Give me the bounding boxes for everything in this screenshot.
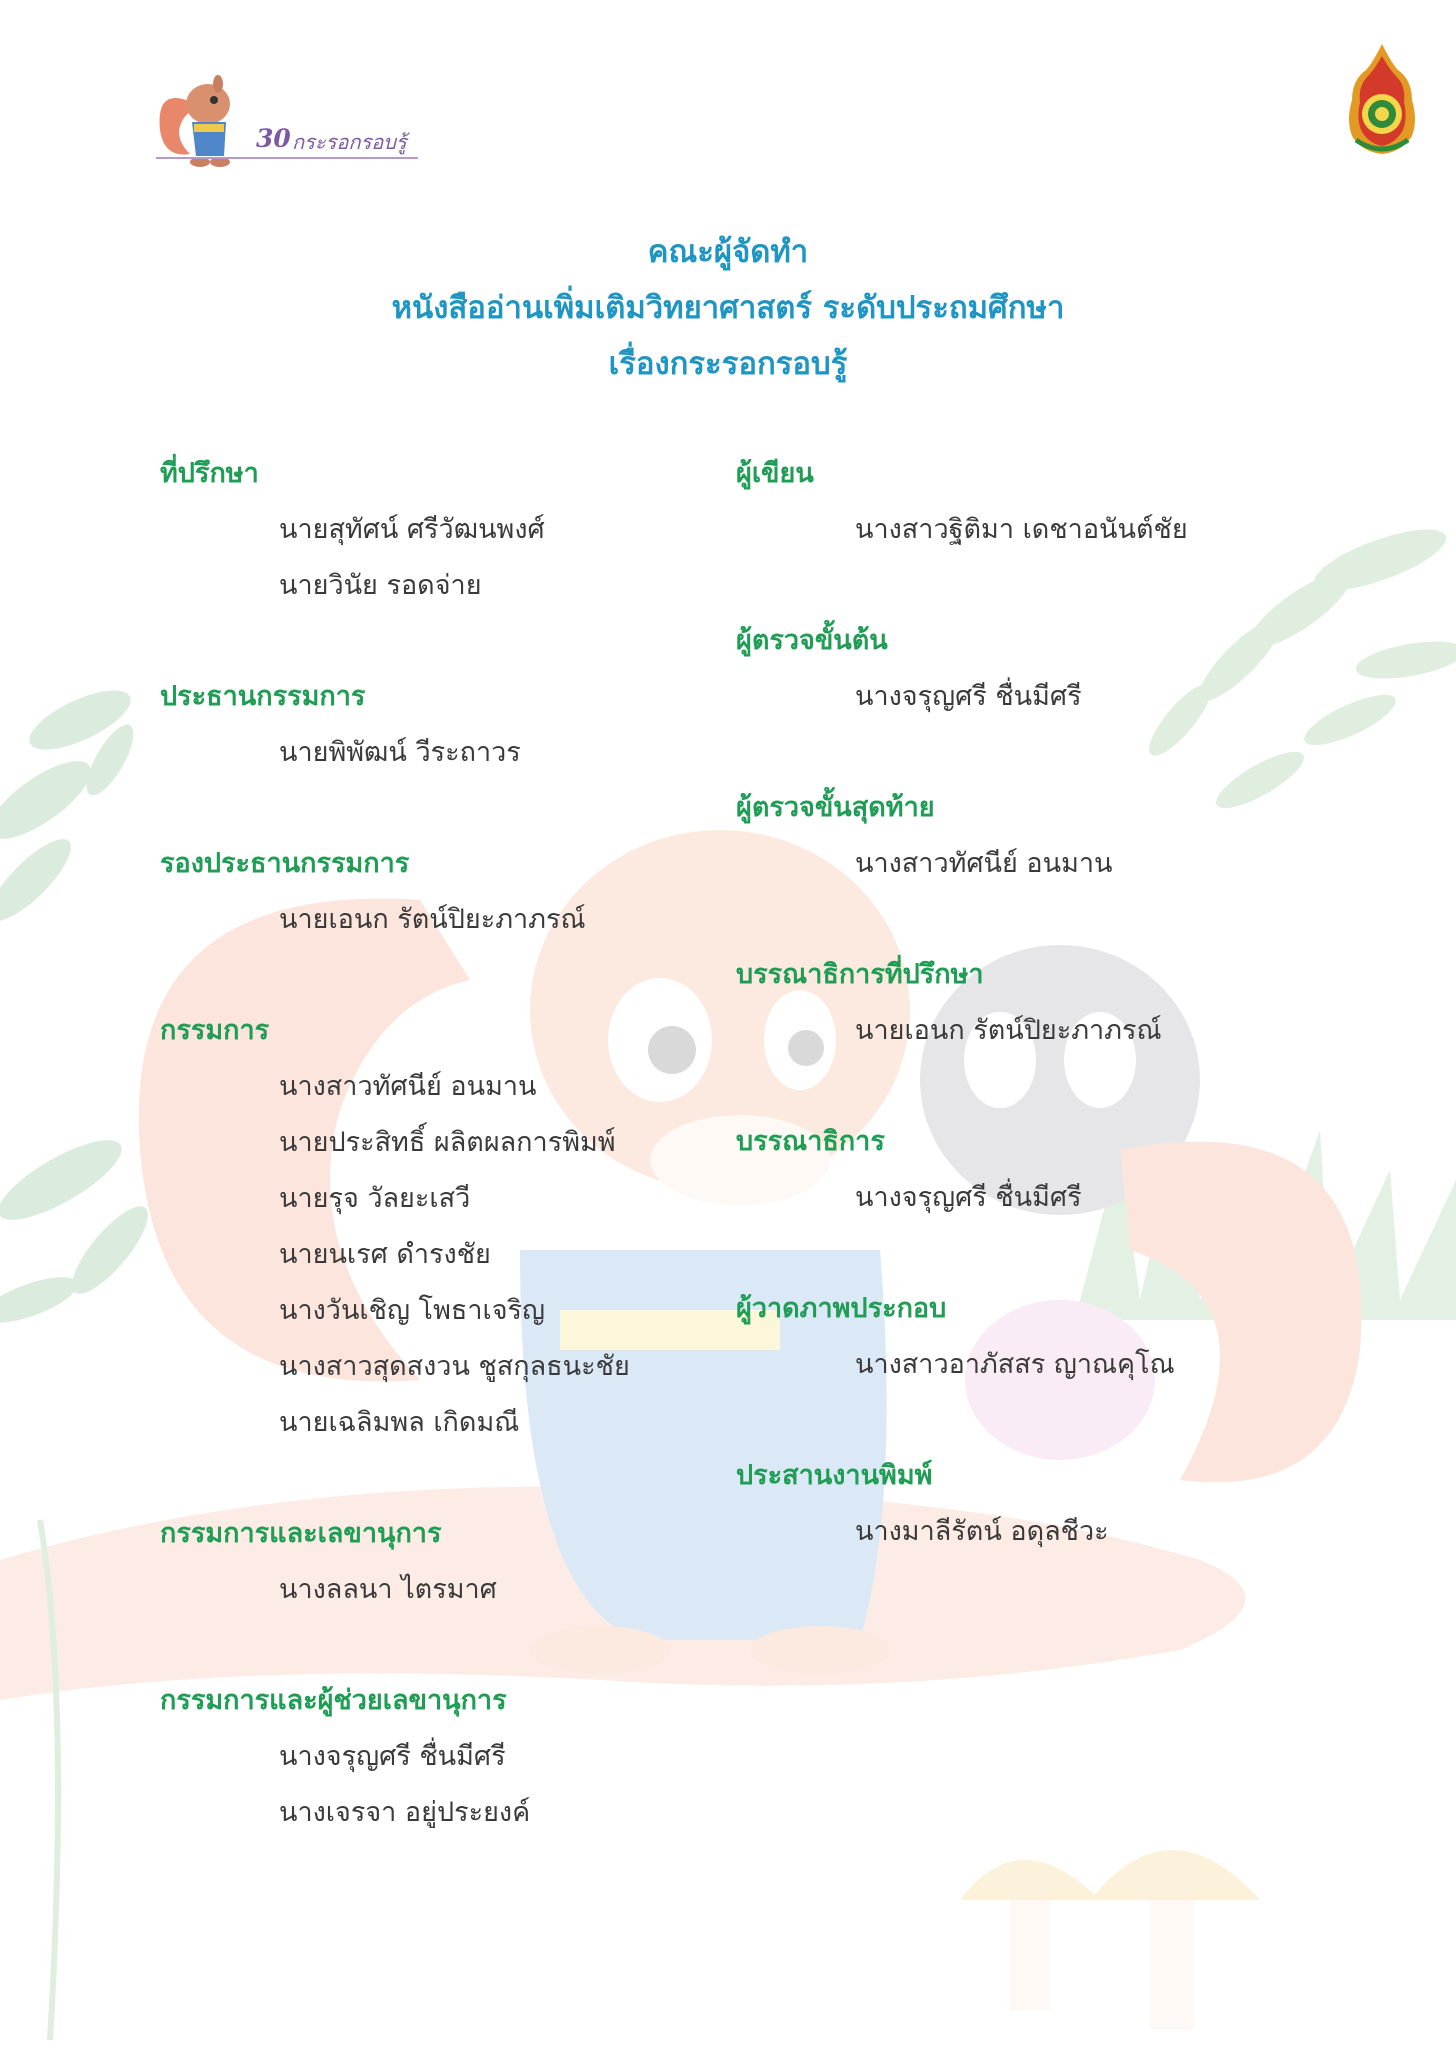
section-committee — [160, 1003, 720, 1451]
section-heading: รองประธานกรรมการ — [160, 848, 410, 879]
section-heading: กรรมการและเลขานุการ — [160, 1518, 442, 1549]
member-name: นางจรุญศรี ชื่นมีศรี — [279, 1741, 506, 1772]
member-name: นางลลนา ไตรมาศ — [279, 1574, 497, 1605]
page-title: คณะผู้จัดทำ — [647, 234, 809, 270]
member-name: นายเฉลิมพล เกิดมณี — [279, 1407, 520, 1438]
section-print-coordinator — [736, 1448, 1376, 1560]
section-heading: บรรณาธิการ — [736, 1126, 885, 1157]
book-title: หนังสืออ่านเพิ่มเติมวิทยาศาสตร์ ระดับประถมศึกษา — [391, 290, 1065, 326]
section-heading: ที่ปรึกษา — [160, 458, 259, 489]
page-number: 30 — [256, 124, 291, 153]
member-name: นายนเรศ ดำรงชัย — [279, 1239, 491, 1270]
section-assistant-secretary — [160, 1673, 720, 1841]
member-name: นางมาลีรัตน์ อดุลชีวะ — [855, 1516, 1109, 1547]
squirrel-icon — [156, 70, 240, 170]
ministry-emblem-icon — [1342, 40, 1422, 158]
page-header — [150, 60, 1450, 170]
book-subtitle: เรื่องกระรอกรอบรู้ — [608, 346, 848, 382]
section-heading: ผู้วาดภาพประกอบ — [736, 1293, 947, 1324]
section-heading: ผู้ตรวจขั้นต้น — [736, 625, 888, 656]
member-name: นายรุจ วัลยะเสวี — [279, 1183, 471, 1214]
running-title: กระรอกรอบรู้ — [292, 130, 407, 154]
member-name: นายวินัย รอดจ่าย — [279, 570, 482, 601]
right-column — [736, 446, 1376, 1615]
section-secretary — [160, 1506, 720, 1618]
member-name: นายเอนก รัตน์ปิยะภาภรณ์ — [279, 904, 586, 935]
section-author — [736, 446, 1376, 558]
section-initial-reviewer — [736, 613, 1376, 725]
member-name: นายประสิทธิ์ ผลิตผลการพิมพ์ — [279, 1127, 616, 1158]
section-heading: บรรณาธิการที่ปรึกษา — [736, 959, 984, 990]
section-vice-chairman — [160, 836, 720, 948]
member-name: นายสุทัศน์ ศรีวัฒนพงศ์ — [279, 514, 545, 545]
member-name: นางจรุญศรี ชื่นมีศรี — [855, 681, 1082, 712]
member-name: นางสาวสุดสงวน ชูสกุลธนะชัย — [279, 1351, 630, 1382]
member-name: นายเอนก รัตน์ปิยะภาภรณ์ — [855, 1015, 1162, 1046]
member-name: นางเจรจา อยู่ประยงค์ — [279, 1797, 531, 1828]
title-block — [0, 224, 1456, 392]
section-editor — [736, 1114, 1376, 1226]
section-heading: กรรมการและผู้ช่วยเลขานุการ — [160, 1685, 507, 1716]
section-heading: กรรมการ — [160, 1015, 270, 1046]
section-heading: ผู้เขียน — [736, 458, 814, 489]
member-name: นางสาวทัศนีย์ อนมาน — [855, 848, 1113, 879]
section-illustrator — [736, 1281, 1376, 1393]
section-heading: ประสานงานพิมพ์ — [736, 1460, 933, 1491]
section-advisors — [160, 446, 720, 614]
member-name: นายพิพัฒน์ วีระถาวร — [279, 737, 521, 768]
member-name: นางวันเชิญ โพธาเจริญ — [279, 1295, 546, 1326]
member-name: นางสาวฐิติมา เดชาอนันต์ชัย — [855, 514, 1188, 545]
left-column — [160, 446, 720, 1896]
section-heading: ผู้ตรวจขั้นสุดท้าย — [736, 792, 935, 823]
section-chairman — [160, 669, 720, 781]
header-divider — [156, 157, 418, 159]
section-heading: ประธานกรรมการ — [160, 681, 366, 712]
member-name: นางสาวทัศนีย์ อนมาน — [279, 1071, 537, 1102]
member-name: นางจรุญศรี ชื่นมีศรี — [855, 1182, 1082, 1213]
section-advisory-editor — [736, 947, 1376, 1059]
member-name: นางสาวอาภัสสร ญาณคุโณ — [855, 1349, 1175, 1380]
section-final-reviewer — [736, 780, 1376, 892]
